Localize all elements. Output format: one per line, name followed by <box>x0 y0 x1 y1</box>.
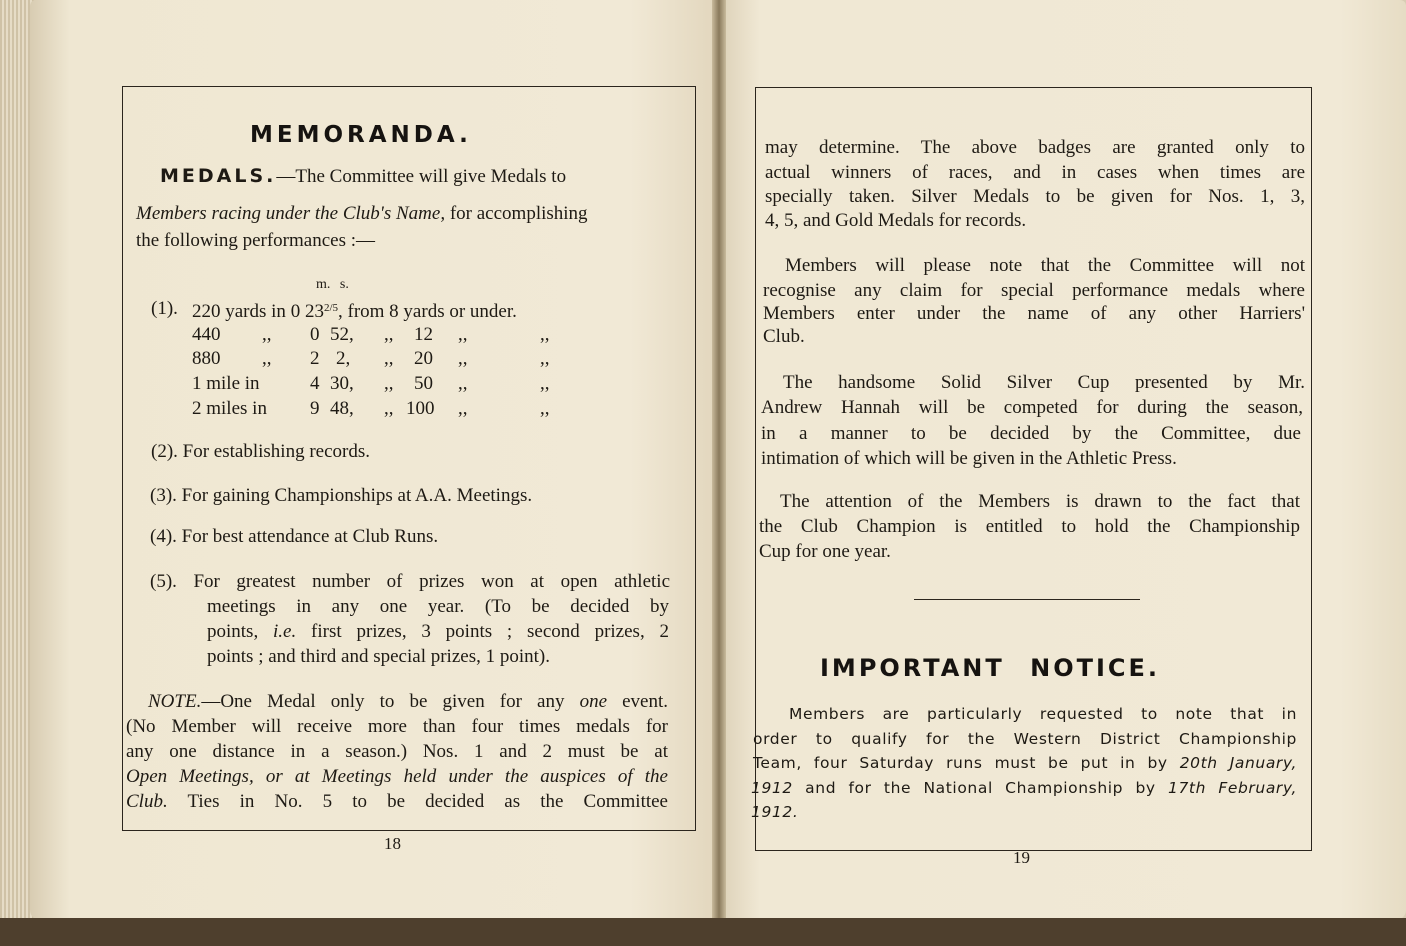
important-notice-title: IMPORTANT NOTICE. <box>820 654 1161 682</box>
perf-row-5-sec: 48, <box>330 398 354 419</box>
perf-row-2-ditto: ,, <box>262 324 272 345</box>
perf-row-4-sec: 30, <box>330 373 354 394</box>
para4-line-1: The attention of the Members is drawn to the fact that <box>780 491 1300 512</box>
perf-row-2-handicap: 12 <box>414 324 433 345</box>
item-5-line-1: (5). For greatest number of prizes won at open athletic <box>150 571 670 592</box>
perf-row-2-sec: 52, <box>330 324 354 345</box>
section-divider <box>914 599 1140 600</box>
medals-intro-italic: Members racing under the Club's Name, <box>136 203 446 224</box>
para3-line-2: Andrew Hannah will be competed for during the season, <box>761 397 1303 418</box>
para4-line-2: the Club Champion is entitled to hold the Championship <box>759 516 1300 537</box>
para3-line-1: The handsome Solid Silver Cup presented by Mr. <box>783 372 1305 393</box>
perf-row-2-ditto4: ,, <box>540 324 550 345</box>
table-surface <box>0 918 1406 946</box>
para2-line-3: Members enter under the name of any other Harriers' <box>763 303 1305 324</box>
para1-line-4: 4, 5, and Gold Medals for records. <box>765 210 1027 231</box>
perf-row-4-ditto4: ,, <box>540 373 550 394</box>
perf-row-3-distance: 880 <box>192 348 221 369</box>
perf-row-4-ditto2: ,, <box>384 373 394 394</box>
perf-row-3-ditto4: ,, <box>540 348 550 369</box>
page-edges <box>0 0 34 930</box>
note-line-2: (No Member will receive more than four times medals for <box>126 716 668 737</box>
item-2: (2). For establishing records. <box>151 441 370 462</box>
notice-line-3: Team, four Saturday runs must be put in by 20th January, <box>753 754 1297 772</box>
perf-row-3-ditto: ,, <box>262 348 272 369</box>
perf-row-3-ditto3: ,, <box>458 348 468 369</box>
perf-row-2-ditto2: ,, <box>384 324 394 345</box>
item-1-label: (1). <box>151 298 178 319</box>
perf-row-1 <box>192 296 517 324</box>
note-label: NOTE. <box>148 691 202 712</box>
perf-seconds: $23^{2/5}$ <box>304 301 338 322</box>
perf-row-4-handicap: 50 <box>414 373 433 394</box>
memoranda-title: MEMORANDA. <box>250 122 472 148</box>
perf-row-5-handicap: 100 <box>406 398 435 419</box>
item-5-line-3: points, i.e. first prizes, 3 points ; second prizes, 2 <box>207 621 669 642</box>
perf-row-5-distance: 2 miles in <box>192 398 267 419</box>
perf-row-4-min: 4 <box>310 373 320 394</box>
medals-intro-line-2 <box>136 201 588 226</box>
medals-intro-line-3: the following performances :— <box>136 230 376 251</box>
perf-row-3-sec: 2, <box>336 348 351 369</box>
perf-row-2-distance: 440 <box>192 324 221 345</box>
para1-line-1: may determine. The above badges are granted only to <box>765 137 1305 158</box>
perf-handicap: , from 8 yards or under. <box>338 301 517 322</box>
left-page-number: 18 <box>384 834 401 853</box>
perf-row-3-min: 2 <box>310 348 320 369</box>
medals-intro-text: —The Committee will give Medals to <box>276 166 567 187</box>
medals-intro-line-1 <box>160 164 676 189</box>
note-line-4: Open Meetings, or at Meetings held under the auspices of the <box>126 766 668 787</box>
para2-line-2: recognise any claim for special performance medals where <box>763 280 1305 301</box>
para1-line-2: actual winners of races, and in cases when times are <box>765 162 1305 183</box>
perf-row-5-min: 9 <box>310 398 320 419</box>
perf-row-3-handicap: 20 <box>414 348 433 369</box>
para3-line-3: in a manner to be decided by the Committee, due <box>761 423 1301 444</box>
perf-distance: 220 yards in <box>192 301 286 322</box>
medals-intro-rest: for accomplishing <box>445 203 588 224</box>
perf-row-5-ditto2: ,, <box>384 398 394 419</box>
notice-line-2: order to qualify for the Western District Championship <box>753 730 1297 748</box>
note-line-3: any one distance in a season.) Nos. 1 and 2 must be at <box>126 741 668 762</box>
perf-row-4-ditto3: ,, <box>458 373 468 394</box>
item-4: (4). For best attendance at Club Runs. <box>150 526 439 547</box>
book-gutter <box>712 0 726 946</box>
perf-row-4-distance: 1 mile in <box>192 373 260 394</box>
item-5-line-2: meetings in any one year. (To be decided by <box>207 596 669 617</box>
para2-line-1: Members will please note that the Committee will not <box>785 255 1305 276</box>
note-line-5: Club. Ties in No. 5 to be decided as the Committee <box>126 791 668 812</box>
perf-row-5-ditto3: ,, <box>458 398 468 419</box>
notice-line-4: 1912 and for the National Championship by 17th February, <box>751 779 1297 797</box>
right-page-number: 19 <box>1013 848 1030 867</box>
para1-line-3: specially taken. Silver Medals to be given for Nos. 1, 3, <box>765 186 1305 207</box>
perf-row-2-min: 0 <box>310 324 320 345</box>
notice-line-1: Members are particularly requested to note that in <box>789 705 1297 723</box>
notice-line-5: 1912. <box>751 803 799 821</box>
para4-line-3: Cup for one year. <box>759 541 891 562</box>
medals-heading: MEDALS. <box>160 165 277 187</box>
perf-minutes: 0 <box>290 301 301 322</box>
perf-row-2-ditto3: ,, <box>458 324 468 345</box>
perf-row-3-ditto2: ,, <box>384 348 394 369</box>
item-3: (3). For gaining Championships at A.A. Meetings. <box>150 485 533 506</box>
perf-row-5-ditto4: ,, <box>540 398 550 419</box>
time-column-header: m. s. <box>316 277 349 292</box>
para3-line-4: intimation of which will be given in the Athletic Press. <box>761 448 1177 469</box>
para2-line-4: Club. <box>763 326 805 347</box>
note-line-1: NOTE.—One Medal only to be given for any one event. <box>148 691 668 712</box>
item-5-line-4: points ; and third and special prizes, 1 point). <box>207 646 550 667</box>
